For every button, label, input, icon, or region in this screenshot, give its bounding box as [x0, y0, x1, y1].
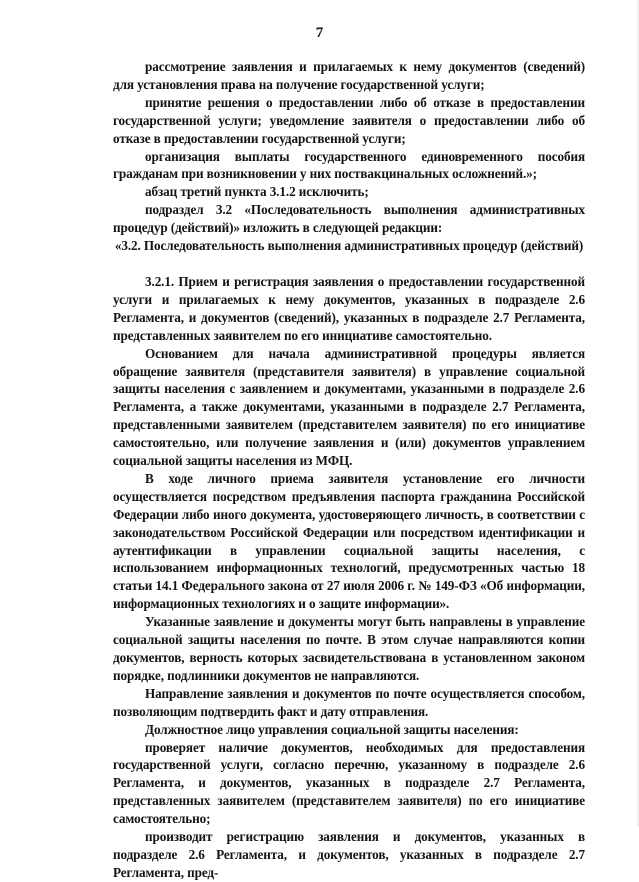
- paragraph: Должностное лицо управления социальной защиты населения:: [145, 721, 519, 737]
- paragraph: Направление заявления и документов по почте осуществляется способом, позволяющим подтвердить факт и дату отправления.: [113, 685, 585, 719]
- document-body: [113, 58, 585, 882]
- page-number: 7: [315, 25, 324, 41]
- paragraph: 3.2.1. Прием и регистрация заявления о предоставлении государственной услуги и прилагаемых к нему документов, указанных в подразделе 2.6 Регламента, и документов (сведений), указанных в подразделе 2.7 Регламента, представленных заявителем по его инициативе самостоятельно.: [113, 273, 585, 343]
- paragraph: организация выплаты государственного единовременного пособия гражданам при возникновении у них поствакцинальных осложнений.»;: [113, 148, 585, 182]
- paragraph: принятие решения о предоставлении либо об отказе в предоставлении государственной услуги; уведомление заявителя о предоставлении либо об отказе в предоставлении государственной услуги;: [113, 94, 585, 146]
- paragraph: подраздел 3.2 «Последовательность выполнения административных процедур (действий)» изложить в следующей редакции:: [113, 202, 585, 236]
- paragraph: Указанные заявление и документы могут быть направлены в управление социальной защиты населения по почте. В этом случае направляются копии документов, верность которых засвидетельствована в установленном законом порядке, подлинники документов не направляются.: [113, 614, 585, 683]
- paragraph: Основанием для начала административной процедуры является обращение заявителя (представителя заявителя) в управление социальной защиты населения с заявлением и документами, указанными в подразделе 2.6 Регламента, а также документами, указанными в подразделе 2.7 Регламента, представленными заявителем (представителем заявителя) по его инициативе самостоятельно, или получение заявления и (или) документов управлением социальной защиты населения из МФЦ.: [113, 345, 585, 469]
- paragraph: абзац третий пункта 3.1.2 исключить;: [145, 184, 369, 200]
- paragraph: В ходе личного приема заявителя установление его личности осуществляется посредством предъявления паспорта гражданина Российской Федерации либо иного документа, удостоверяющего личность, в соответствии с законодательством Российской Федерации или посредством идентификации и аутентификации в управлении социальной защиты населения, с использованием информационных технологий, предусмотренных частью 18 статьи 14.1 Федерального закона от 27 июля 2006 г. № 149-ФЗ «Об информации, информационных технологиях и о защите информации».: [113, 470, 585, 612]
- paragraph: проверяет наличие документов, необходимых для предоставления государственной услуги, согласно перечню, указанному в подразделе 2.6 Регламента, и документов, указанных в подразделе 2.7 Регламента, представленных заявителем (представителем заявителя) по его инициативе самостоятельно;: [113, 739, 585, 827]
- paragraph: производит регистрацию заявления и документов, указанных в подразделе 2.6 Регламента, и документов, указанных в подразделе 2.7 Регламента, пред-: [113, 829, 585, 880]
- section-heading: «3.2. Последовательность выполнения административных процедур (действий): [114, 238, 584, 254]
- paragraph: рассмотрение заявления и прилагаемых к нему документов (сведений) для установления права на получение государственной услуги;: [113, 59, 585, 92]
